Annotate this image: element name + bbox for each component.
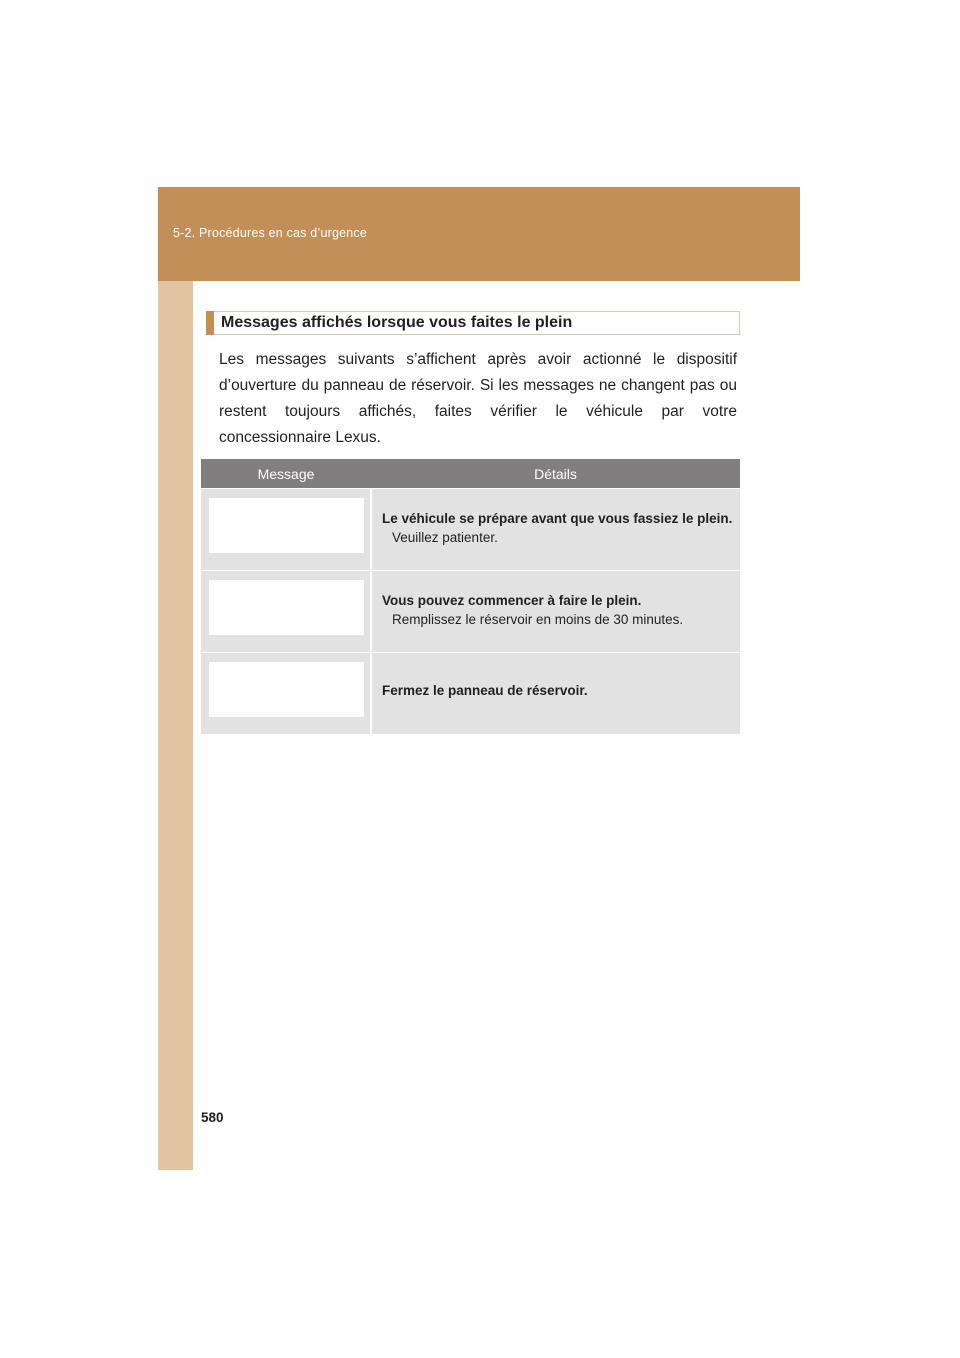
table-header-row — [201, 459, 740, 489]
message-display-image — [209, 580, 364, 635]
message-cell — [201, 571, 371, 653]
detail-title: Fermez le panneau de réservoir. — [382, 683, 588, 698]
detail-subtext: Remplissez le réservoir en moins de 30 minutes. — [392, 612, 684, 627]
messages-table — [201, 459, 740, 734]
heading-marker — [206, 311, 214, 335]
column-header-message: Message — [201, 459, 371, 489]
table-row — [201, 489, 740, 571]
table-row — [201, 571, 740, 653]
message-display-image — [209, 498, 364, 553]
details-cell — [371, 571, 740, 653]
column-header-details: Détails — [371, 459, 740, 489]
breadcrumb: 5-2. Procédures en cas d’urgence — [173, 226, 368, 240]
details-cell — [371, 653, 740, 735]
message-cell — [201, 653, 371, 735]
details-cell — [371, 489, 740, 571]
side-band — [158, 187, 193, 1170]
page-number: 580 — [201, 1110, 224, 1125]
section-heading — [206, 311, 740, 335]
table-row — [201, 653, 740, 735]
message-cell — [201, 489, 371, 571]
intro-paragraph: Les messages suivants s’affichent après avoir actionné le dispositif d’ouverture du panneau de réservoir. Si les messages ne changent pas ou restent toujours affichés, faites vérifier le véhicule par votre concessionnaire Lexus. — [219, 351, 737, 446]
detail-title: Le véhicule se prépare avant que vous fassiez le plein. — [382, 511, 733, 526]
message-display-image — [209, 662, 364, 717]
section-heading-text: Messages affichés lorsque vous faites le plein — [221, 314, 573, 331]
detail-subtext: Veuillez patienter. — [392, 530, 498, 545]
detail-title: Vous pouvez commencer à faire le plein. — [382, 593, 642, 608]
